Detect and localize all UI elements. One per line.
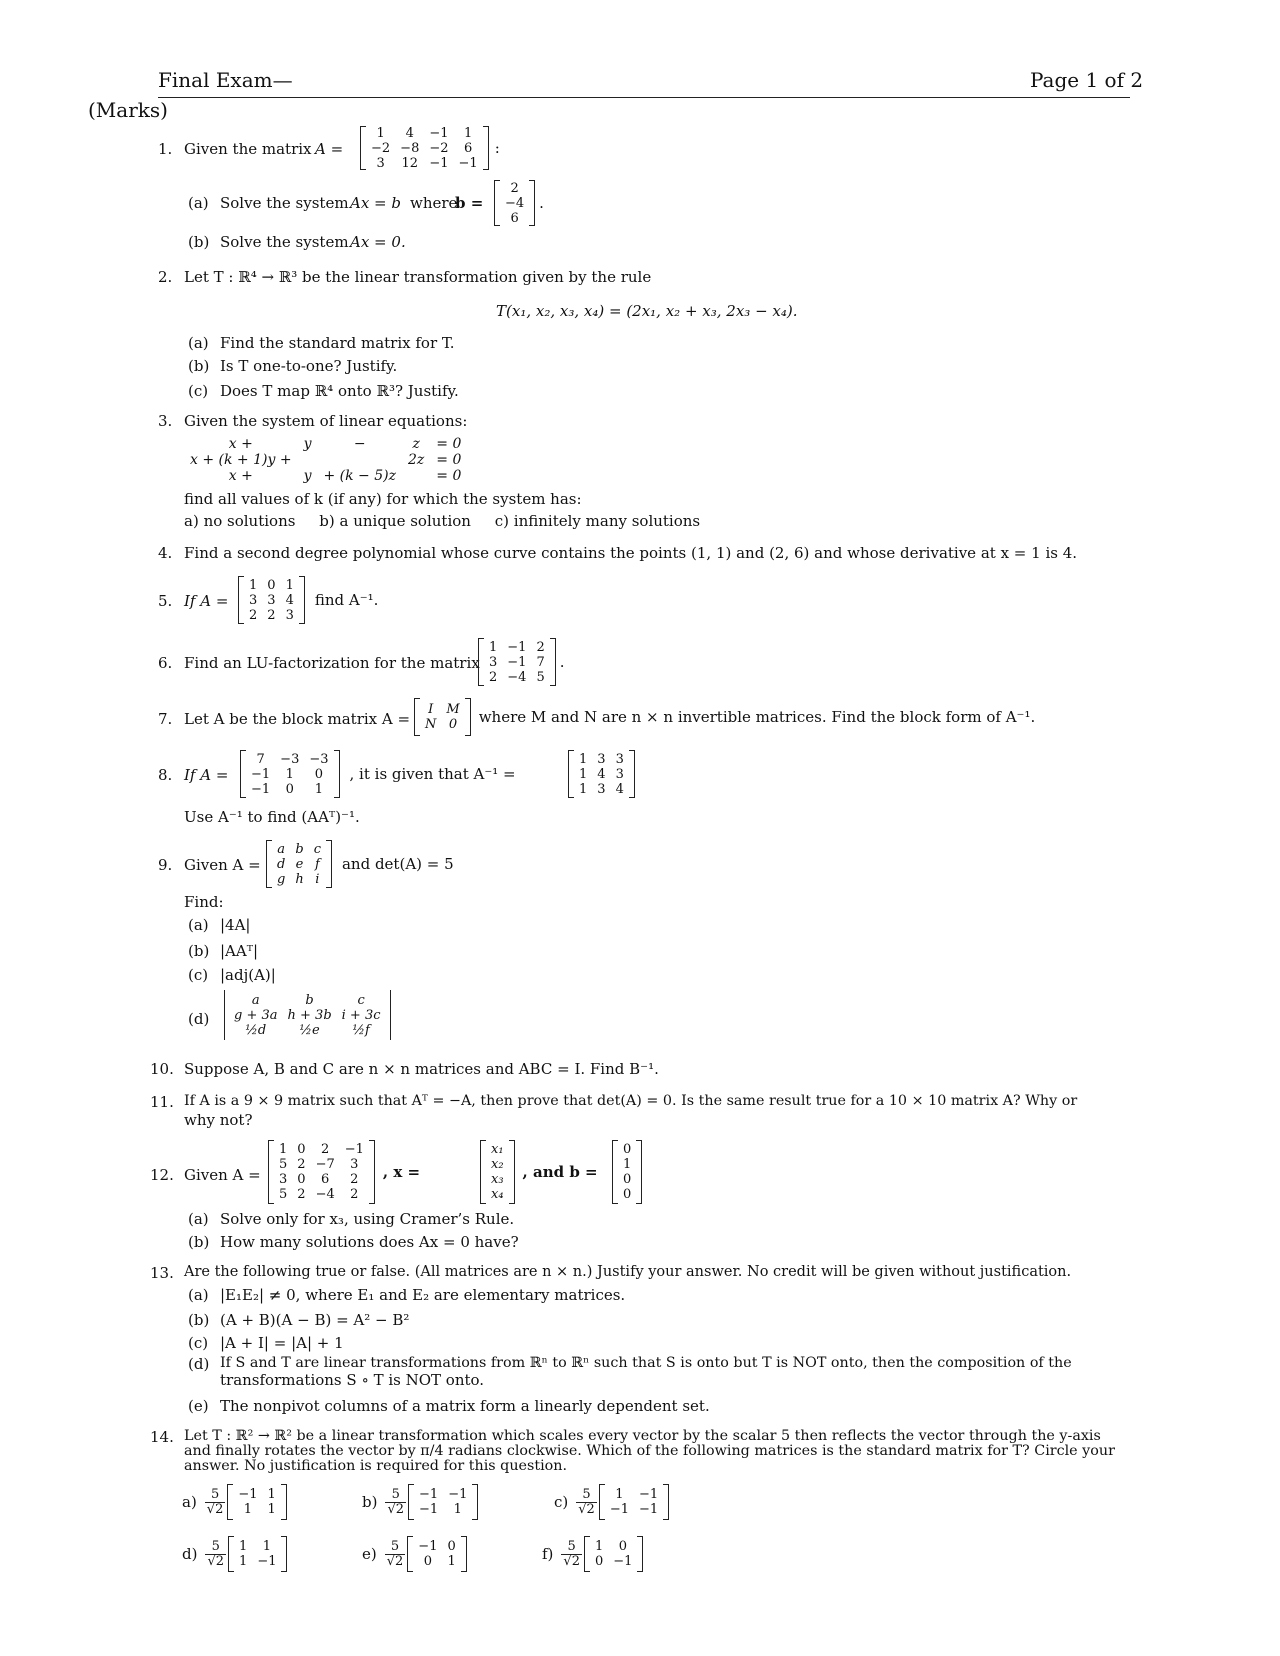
- q12-b-cell: 0: [623, 1172, 632, 1187]
- q13-b-text: (A + B)(A − B) = A² − B²: [220, 1311, 410, 1329]
- q1-b-label: (b): [188, 233, 210, 251]
- q14-option-matrix-cell: 1: [262, 1539, 272, 1554]
- q13-e-label: (e): [188, 1397, 209, 1415]
- q1-b-vector-cell: 2: [510, 180, 519, 196]
- q11-number: 11.: [150, 1093, 174, 1111]
- q1-matrix-cell: −8: [400, 140, 420, 156]
- q9-det-cell: h + 3b: [287, 1007, 332, 1023]
- q6-matrix-cell: 5: [536, 669, 545, 685]
- q12-b-text: How many solutions does Ax = 0 have?: [220, 1233, 519, 1251]
- q1-matrix-cell: 12: [401, 155, 419, 171]
- q9-matrix-cell: h: [295, 871, 304, 887]
- q14-option-matrix-cell: −1: [257, 1554, 277, 1569]
- q8-inverse-cell: 4: [597, 766, 606, 782]
- q1-a-where: where: [410, 194, 458, 212]
- q14-option-matrix-cell: −1: [639, 1487, 659, 1502]
- q9-det-cell: c: [357, 992, 365, 1008]
- q8-inverse-cell: 3: [597, 751, 606, 767]
- q13-b-label: (b): [188, 1311, 210, 1329]
- q5-matrix-cell: 1: [285, 577, 294, 593]
- q9-find: Find:: [184, 893, 224, 911]
- q2-number: 2.: [158, 268, 173, 286]
- q13-c-text: |A + I| = |A| + 1: [220, 1334, 344, 1352]
- q8-inverse-cell: 1: [579, 751, 588, 767]
- q3-eq-cell: z: [412, 436, 420, 452]
- q13-e-text: The nonpivot columns of a matrix form a linearly dependent set.: [220, 1397, 710, 1415]
- q1-a-b: b =: [455, 194, 484, 212]
- q3-eq-cell: = 0: [436, 436, 462, 452]
- q14-option-matrix-cell: −1: [609, 1502, 629, 1517]
- q2-text: Let T : ℝ⁴ → ℝ³ be the linear transformation given by the rule: [184, 268, 652, 286]
- q6-text: Find an LU-factorization for the matrix: [184, 654, 480, 672]
- q12-matrix-cell: 2: [297, 1157, 306, 1172]
- q14-option-matrix-cell: −1: [419, 1487, 439, 1502]
- q8-matrix-cell: −3: [280, 751, 300, 767]
- q9-det-cell: g + 3a: [234, 1007, 278, 1023]
- q6-matrix-cell: 3: [489, 654, 498, 670]
- q5-number: 5.: [158, 592, 173, 610]
- q14-option-matrix-cell: 0: [618, 1539, 627, 1554]
- q9-det-cell: ½d: [245, 1022, 267, 1038]
- q7-matrix-cell: I: [428, 702, 434, 717]
- q9-matrix: a b c d e f g h i and det(A) = 5: [266, 840, 454, 888]
- q8-matrix-cell: 7: [256, 751, 265, 767]
- q3-eq-cell: x +: [228, 468, 253, 484]
- q2-a-text: Find the standard matrix for T.: [220, 334, 455, 352]
- q3-eq-cell: [317, 452, 402, 468]
- q14-option-matrix-cell: 1: [615, 1487, 624, 1502]
- q1-matrix-cell: −1: [429, 125, 449, 141]
- q3-eq-cell: −: [353, 436, 366, 452]
- q9-det-cell: b: [305, 992, 314, 1008]
- q8-use: Use A⁻¹ to find (AAᵀ)⁻¹.: [184, 808, 360, 826]
- q7-matrix-cell: 0: [448, 717, 458, 732]
- q5-lhs: If A =: [184, 592, 229, 610]
- q9-b-text: |AAᵀ|: [220, 942, 259, 960]
- q12-matrix-cell: 2: [321, 1142, 330, 1157]
- q14-option-matrix-cell: 1: [239, 1554, 248, 1569]
- q9-matrix-cell: a: [277, 841, 286, 857]
- q12-x-vector: x₁ x₂ x₃ x₄ , and b =: [480, 1140, 598, 1204]
- marks-label: (Marks): [88, 98, 168, 122]
- q13-d-text: If S and T are linear transformations from ℝⁿ to ℝⁿ such that S is onto but T is NOT onto, then the composition of the: [220, 1355, 1072, 1371]
- q2-c-label: (c): [188, 382, 209, 400]
- q9-det-cell: i + 3c: [341, 1007, 381, 1023]
- q14-option-c[interactable]: c) $\frac{5}{√2}$ 1 −1 −1 −1: [554, 1480, 669, 1524]
- q5-matrix-cell: 0: [267, 577, 276, 593]
- q14-option-matrix-cell: 1: [239, 1539, 248, 1554]
- q3-eq-cell: 2z: [408, 452, 425, 468]
- q14-option-f[interactable]: f) $\frac{5}{√2}$ 1 0 0 −1: [542, 1532, 643, 1576]
- q9-matrix-cell: c: [313, 841, 321, 857]
- q8-number: 8.: [158, 766, 173, 784]
- q5-matrix-cell: 2: [267, 607, 276, 623]
- q14-option-matrix-cell: 0: [447, 1539, 456, 1554]
- q3-eq-cell: + (k − 5)z: [323, 468, 396, 484]
- q1-matrix-cell: 1: [376, 125, 385, 141]
- q3-eq-cell: x +: [228, 436, 253, 452]
- q12-x-cell: x₂: [491, 1157, 504, 1172]
- q10-number: 10.: [150, 1060, 174, 1078]
- q12-lhs: Given A =: [184, 1166, 261, 1184]
- q5-matrix-cell: 2: [249, 607, 258, 623]
- q7-matrix-cell: N: [425, 717, 437, 732]
- q12-x-cell: x₁: [491, 1142, 504, 1157]
- q1-a-eq: Ax = b: [350, 194, 401, 212]
- q14-option-matrix-cell: −1: [448, 1487, 468, 1502]
- q1-matrix-cell: −2: [371, 140, 391, 156]
- q12-b-label: (b): [188, 1233, 210, 1251]
- q12-matrix-cell: 3: [279, 1172, 288, 1187]
- q2-b-text: Is T one-to-one? Justify.: [220, 357, 398, 375]
- q14-option-b[interactable]: b) $\frac{5}{√2}$ −1 −1 −1 1: [362, 1480, 478, 1524]
- q9-lhs: Given A =: [184, 856, 261, 874]
- q4-number: 4.: [158, 544, 173, 562]
- q8-matrix-cell: −1: [251, 781, 271, 797]
- q8-inverse: [568, 750, 635, 798]
- q12-matrix-cell: 0: [297, 1172, 306, 1187]
- q3-eq-cell: [402, 468, 430, 484]
- q5-matrix: 1 0 1 3 3 4 2 2 3 find A⁻¹.: [238, 576, 378, 624]
- q12-x-cell: x₃: [491, 1172, 504, 1187]
- q2-a-label: (a): [188, 334, 209, 352]
- q13-a-text: |E₁E₂| ≠ 0, where E₁ and E₂ are elementary matrices.: [220, 1286, 626, 1304]
- q1-b-text: Solve the system: [220, 233, 349, 251]
- q8-matrix-cell: −1: [251, 766, 271, 782]
- q8-matrix-cell: 1: [285, 766, 294, 782]
- q12-b-cell: 1: [623, 1157, 632, 1172]
- q12-matrix-cell: 2: [350, 1172, 359, 1187]
- q12-matrix-cell: 5: [279, 1187, 288, 1202]
- q8-inverse-cell: 3: [615, 766, 624, 782]
- q5-matrix-cell: 3: [267, 592, 276, 608]
- q6-matrix-cell: 7: [536, 654, 545, 670]
- q1-intro: Given the matrix: [184, 140, 312, 158]
- q12-b-vector: [612, 1140, 642, 1204]
- q8-inverse-cell: 4: [615, 781, 624, 797]
- q9-matrix-cell: e: [295, 856, 304, 872]
- q3-eq-cell: x + (k + 1)y +: [190, 452, 292, 468]
- q3-text: Given the system of linear equations:: [184, 412, 468, 430]
- q14-option-matrix-cell: 0: [594, 1554, 604, 1569]
- q1-b-eq: Ax = 0.: [350, 233, 406, 251]
- q12-b-cell: 0: [623, 1142, 632, 1157]
- q8-matrix-cell: 0: [314, 766, 324, 782]
- q12-matrix: 1 0 2 −1 5 2 −7 3 3 0 6 2 5 2 −4 2 , x =: [268, 1140, 420, 1204]
- q3-eq-cell: [298, 452, 318, 468]
- q5-matrix-cell: 1: [249, 577, 258, 593]
- q9-c-label: (c): [188, 966, 209, 984]
- q9-c-text: |adj(A)|: [220, 966, 276, 984]
- q1-b-vector: 2 −4 6 .: [494, 180, 544, 226]
- q9-det-cell: ½f: [352, 1022, 370, 1038]
- q3-eq-cell: = 0: [436, 468, 462, 484]
- q6-matrix-cell: −4: [507, 669, 527, 685]
- q3-eq-cell: y: [303, 468, 312, 484]
- q1-matrix: 1 4 −1 1 −2 −8 −2 6 3 12 −1 −1 :: [360, 126, 500, 170]
- q11-line2: why not?: [184, 1111, 253, 1129]
- q7-block-matrix: I M N 0 where M and N are n × n invertible matrices. Find the block form of A⁻¹.: [414, 698, 1035, 736]
- q13-number: 13.: [150, 1264, 174, 1282]
- q3-number: 3.: [158, 412, 173, 430]
- q14-option-a[interactable]: a) $\frac{5}{√2}$ −1 1 1 1: [182, 1480, 287, 1524]
- q12-matrix-cell: 5: [279, 1157, 288, 1172]
- q9-a-label: (a): [188, 916, 209, 934]
- q14-option-d[interactable]: d) $\frac{5}{√2}$ 1 1 1 −1: [182, 1532, 287, 1576]
- q3-find: find all values of k (if any) for which the system has:: [184, 490, 582, 508]
- q7-number: 7.: [158, 710, 173, 728]
- q7-matrix-cell: M: [446, 702, 460, 717]
- q6-matrix-cell: 2: [489, 669, 498, 685]
- q6-matrix-cell: −1: [507, 654, 527, 670]
- q13-d-label: (d): [188, 1355, 210, 1373]
- q14-option-matrix-cell: −1: [238, 1487, 258, 1502]
- q9-matrix-cell: b: [295, 841, 304, 857]
- q1-matrix-cell: 6: [463, 140, 473, 156]
- q8-matrix-cell: 0: [285, 781, 294, 797]
- q8-matrix-cell: −3: [309, 751, 329, 767]
- q14-number: 14.: [150, 1428, 174, 1446]
- q9-matrix-cell: g: [277, 871, 286, 887]
- q14-option-matrix-cell: −1: [613, 1554, 633, 1569]
- q8-inverse-cell: 3: [615, 751, 624, 767]
- q14-option-matrix-cell: −1: [419, 1502, 439, 1517]
- q3-eq-cell: y: [303, 436, 312, 452]
- q5-matrix-cell: 4: [285, 592, 294, 608]
- q6-number: 6.: [158, 654, 173, 672]
- q12-x-cell: x₄: [491, 1187, 504, 1202]
- q8-inverse-cell: 3: [597, 781, 606, 797]
- q2-b-label: (b): [188, 357, 210, 375]
- q8-matrix: 7 −3 −3 −1 1 0 −1 0 1 , it is given that A⁻¹ =: [240, 750, 516, 798]
- q12-b-cell: 0: [623, 1187, 632, 1202]
- q13-a-label: (a): [188, 1286, 209, 1304]
- q12-matrix-cell: 3: [350, 1157, 359, 1172]
- q7-lhs: Let A be the block matrix A =: [184, 710, 411, 728]
- q14-option-matrix-cell: 1: [243, 1502, 253, 1517]
- q9-matrix-cell: f: [314, 856, 320, 872]
- q14-option-matrix-cell: 1: [453, 1502, 462, 1517]
- q8-lhs: If A =: [184, 766, 229, 784]
- q12-number: 12.: [150, 1166, 174, 1184]
- q1-matrix-cell: 3: [376, 155, 385, 171]
- q12-matrix-cell: −1: [344, 1142, 364, 1157]
- q14-option-matrix-cell: 1: [447, 1554, 456, 1569]
- q10-text: Suppose A, B and C are n × n matrices and ABC = I. Find B⁻¹.: [184, 1060, 659, 1078]
- q14-option-matrix-cell: 0: [423, 1554, 433, 1569]
- q9-d-determinant: [220, 990, 395, 1040]
- q14-option-matrix-cell: −1: [639, 1502, 659, 1517]
- q14-line2: and finally rotates the vector by π/4 radians clockwise. Which of the following matrices is the standard matrix for T? Circle your: [184, 1443, 1115, 1459]
- page-number: Page 1 of 2: [1030, 68, 1144, 92]
- q1-b-vector-cell: 6: [510, 210, 519, 226]
- q1-matrix-cell: −1: [458, 155, 478, 171]
- q1-lhs: A =: [315, 140, 344, 158]
- q2-rule: T(x₁, x₂, x₃, x₄) = (2x₁, x₂ + x₃, 2x₃ − x₄).: [496, 302, 798, 320]
- q12-a-label: (a): [188, 1210, 209, 1228]
- exam-title: Final Exam—: [158, 68, 293, 92]
- q3-options: a) no solutions b) a unique solution c) infinitely many solutions: [184, 512, 701, 530]
- q1-a-text: Solve the system: [220, 194, 349, 212]
- q13-d-text-cont: transformations S ∘ T is NOT onto.: [220, 1371, 485, 1389]
- q1-number: 1.: [158, 140, 173, 158]
- q14-option-matrix-cell: 1: [267, 1487, 276, 1502]
- q1-matrix-cell: 1: [463, 125, 473, 141]
- q12-matrix-cell: 2: [297, 1187, 306, 1202]
- q4-text: Find a second degree polynomial whose curve contains the points (1, 1) and (2, 6) and whose derivative at x = 1 is 4.: [184, 544, 1078, 562]
- q14-option-matrix-cell: −1: [418, 1539, 438, 1554]
- q5-matrix-cell: 3: [285, 607, 294, 623]
- q9-number: 9.: [158, 856, 173, 874]
- q13-c-label: (c): [188, 1334, 209, 1352]
- q9-matrix-cell: i: [315, 871, 320, 887]
- q11-line1: If A is a 9 × 9 matrix such that Aᵀ = −A, then prove that det(A) = 0. Is the same result true for a 10 × 10 matrix A? Why or: [184, 1093, 1078, 1109]
- q5-matrix-cell: 3: [249, 592, 258, 608]
- q1-b-vector-cell: −4: [505, 195, 525, 211]
- q9-det-cell: ½e: [299, 1022, 320, 1038]
- q9-a-text: |4A|: [220, 916, 251, 934]
- q13-text: Are the following true or false. (All matrices are n × n.) Justify your answer. No credit will be given without justification.: [184, 1264, 1072, 1280]
- q6-matrix-cell: 1: [489, 639, 498, 655]
- q6-matrix-cell: −1: [507, 639, 527, 655]
- q8-inverse-cell: 1: [579, 766, 588, 782]
- header-rule: [158, 97, 1130, 98]
- q1-matrix-cell: −2: [429, 140, 449, 156]
- q6-matrix-cell: 2: [536, 639, 545, 655]
- q1-matrix-cell: −1: [429, 155, 449, 171]
- q12-matrix-cell: 1: [279, 1142, 288, 1157]
- q14-option-e[interactable]: e) $\frac{5}{√2}$ −1 0 0 1: [362, 1532, 467, 1576]
- q14-line3: answer. No justification is required for this question.: [184, 1458, 568, 1474]
- q12-matrix-cell: −4: [315, 1187, 335, 1202]
- q12-a-text: Solve only for x₃, using Cramer’s Rule.: [220, 1210, 515, 1228]
- q12-matrix-cell: 2: [350, 1187, 359, 1202]
- q14-option-matrix-cell: 1: [267, 1502, 276, 1517]
- q9-d-label: (d): [188, 1010, 210, 1028]
- q1-a-label: (a): [188, 194, 209, 212]
- q9-det-cell: a: [251, 992, 260, 1008]
- q9-b-label: (b): [188, 942, 210, 960]
- q12-matrix-cell: 0: [297, 1142, 306, 1157]
- q3-eq-cell: = 0: [436, 452, 462, 468]
- q8-matrix-cell: 1: [314, 781, 324, 797]
- q14-line1: Let T : ℝ² → ℝ² be a linear transformation which scales every vector by the scalar 5 then reflects the vector through the y-axis: [184, 1428, 1101, 1444]
- q2-c-text: Does T map ℝ⁴ onto ℝ³? Justify.: [220, 382, 459, 400]
- q9-matrix-cell: d: [277, 856, 286, 872]
- q6-matrix: 1 −1 2 3 −1 7 2 −4 5 .: [478, 638, 565, 686]
- q1-matrix-cell: 4: [405, 125, 414, 141]
- q12-matrix-cell: −7: [315, 1157, 335, 1172]
- q3-system: [184, 436, 467, 484]
- q14-option-matrix-cell: 1: [594, 1539, 604, 1554]
- q12-matrix-cell: 6: [321, 1172, 330, 1187]
- q8-inverse-cell: 1: [579, 781, 588, 797]
